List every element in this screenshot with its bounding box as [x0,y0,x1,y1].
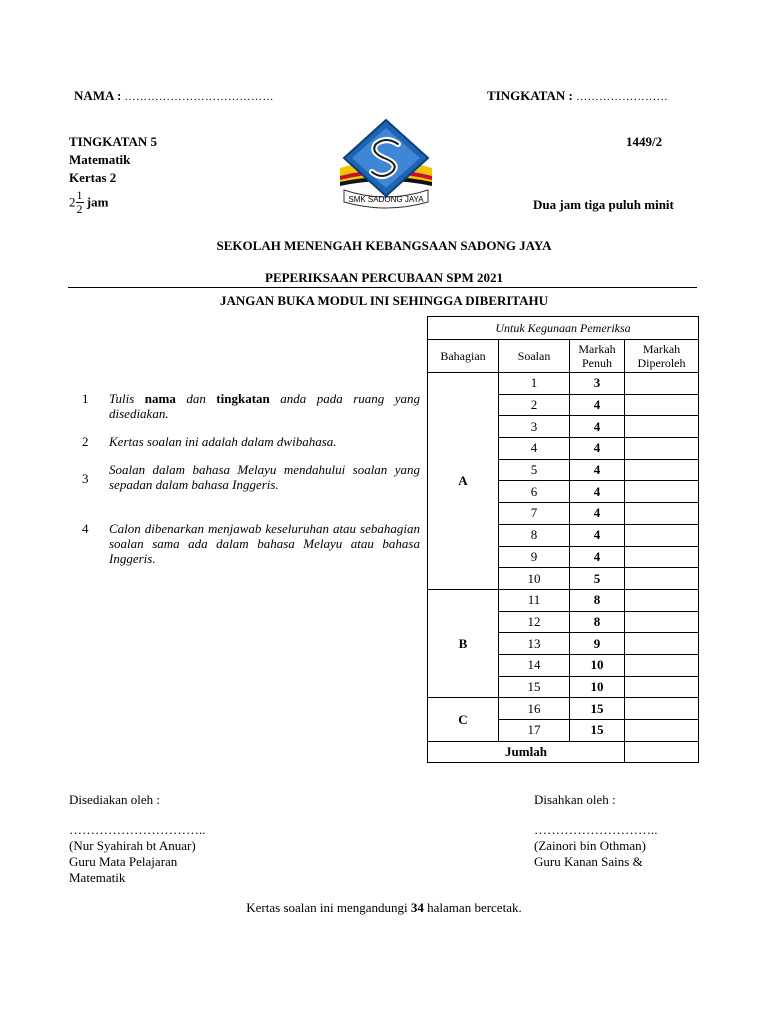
markah-penuh-cell: 15 [570,720,625,742]
markah-penuh-cell: 4 [570,524,625,546]
prepared-by-label: Disediakan oleh : [69,792,160,807]
markah-diperoleh-cell[interactable] [625,524,699,546]
instruction-2: 2 Kertas soalan ini adalah dalam dwibahasa. [82,434,337,449]
soalan-cell: 13 [499,633,570,655]
table-caption: Untuk Kegunaan Pemeriksa [428,317,699,340]
page-count-note: Kertas soalan ini mengandungi 34 halaman bercetak. [246,900,522,915]
instruction-number: 2 [82,434,89,449]
prepared-by-subject: Matematik [69,870,126,885]
markah-diperoleh-cell[interactable] [625,438,699,460]
markah-penuh-cell: 4 [570,503,625,525]
markah-diperoleh-cell[interactable] [625,698,699,720]
soalan-cell: 9 [499,546,570,568]
warning-title: JANGAN BUKA MODUL INI SEHINGGA DIBERITAHU [219,293,549,308]
instruction-3: 3 Soalan dalam bahasa Melayu mendahului soalan yang sepadan dalam bahasa Inggeris. [82,462,420,492]
instruction-number: 3 [82,471,89,486]
soalan-cell: 5 [499,459,570,481]
soalan-cell: 3 [499,416,570,438]
top-divider [68,287,697,288]
markah-penuh-cell: 10 [570,654,625,676]
markah-penuh-cell: 4 [570,394,625,416]
fraction-num: 1 [76,188,83,202]
fraction-den: 2 [76,202,83,216]
markah-penuh-cell: 15 [570,698,625,720]
markah-penuh-cell: 9 [570,633,625,655]
table-row [428,589,699,611]
markah-penuh-cell: 8 [570,611,625,633]
soalan-cell: 11 [499,589,570,611]
paper-code: 1449/2 [626,134,663,149]
tingkatan-field [487,88,668,104]
col-header-markah-diperoleh: Markah Diperoleh [625,340,699,373]
markah-diperoleh-cell[interactable] [625,459,699,481]
table-row [428,373,699,395]
name-dots: ………………………………… [124,91,275,103]
markah-diperoleh-cell[interactable] [625,503,699,525]
soalan-cell: 2 [499,394,570,416]
col-header-bahagian: Bahagian [428,340,499,373]
approved-by-dots: ……………………….. [534,822,658,837]
exam-title: PEPERIKSAAN PERCUBAAN SPM 2021 [265,270,503,285]
col-header-markah-penuh: Markah Penuh [570,340,625,373]
soalan-cell: 17 [499,720,570,742]
instruction-number: 1 [82,391,89,406]
subject: Matematik [69,152,131,167]
page-count: 34 [410,900,424,915]
prepared-by-dots: ………………………….. [69,822,206,837]
soalan-cell: 16 [499,698,570,720]
markah-diperoleh-cell[interactable] [625,373,699,395]
markah-diperoleh-cell[interactable] [625,611,699,633]
table-row [428,698,699,720]
prepared-by-role: Guru Mata Pelajaran [69,854,178,869]
form-level: TINGKATAN 5 [69,134,157,149]
school-logo [334,114,438,214]
fraction [76,189,84,216]
markah-penuh-cell: 8 [570,589,625,611]
soalan-cell: 15 [499,676,570,698]
soalan-cell: 12 [499,611,570,633]
total-row [428,741,699,763]
tingkatan-dots: …………………… [576,91,669,103]
instruction-4: 4 Calon dibenarkan menjawab keseluruhan atau sebahagian soalan sama ada dalam bahasa Melayu atau bahasa Inggeris. [82,521,420,566]
duration-unit: jam [86,194,109,210]
markah-diperoleh-cell[interactable] [625,394,699,416]
duration-fraction [69,189,108,216]
paper: Kertas 2 [69,170,117,185]
markah-diperoleh-cell[interactable] [625,676,699,698]
logo-text: SMK SADONG JAYA [348,195,424,204]
markah-diperoleh-cell[interactable] [625,546,699,568]
markah-penuh-cell: 4 [570,459,625,481]
total-cell[interactable] [625,741,699,763]
soalan-cell: 8 [499,524,570,546]
markah-penuh-cell: 3 [570,373,625,395]
markah-penuh-cell: 4 [570,438,625,460]
soalan-cell: 6 [499,481,570,503]
instruction-number: 4 [82,521,89,536]
duration-text: Dua jam tiga puluh minit [533,197,674,212]
markah-diperoleh-cell[interactable] [625,481,699,503]
markah-penuh-cell: 4 [570,416,625,438]
markah-penuh-cell: 4 [570,481,625,503]
tingkatan-label: TINGKATAN : [487,88,573,103]
examiner-marks-table [427,316,699,763]
name-label: NAMA : [74,88,122,103]
approved-by-name: (Zainori bin Othman) [534,838,646,853]
section-c: C [428,698,499,741]
markah-diperoleh-cell[interactable] [625,589,699,611]
soalan-cell: 14 [499,654,570,676]
markah-diperoleh-cell[interactable] [625,416,699,438]
prepared-by-name: (Nur Syahirah bt Anuar) [69,838,196,853]
soalan-cell: 7 [499,503,570,525]
soalan-cell: 10 [499,568,570,590]
school-title: SEKOLAH MENENGAH KEBANGSAAN SADONG JAYA [216,238,552,253]
markah-penuh-cell: 4 [570,546,625,568]
section-b: B [428,589,499,697]
markah-diperoleh-cell[interactable] [625,720,699,742]
approved-by-label: Disahkan oleh : [534,792,616,807]
total-label: Jumlah [428,741,625,763]
instruction-1: 1 Tulis nama dan tingkatan anda pada ruang yang disediakan. [82,391,420,421]
col-header-soalan: Soalan [499,340,570,373]
markah-diperoleh-cell[interactable] [625,633,699,655]
name-field [74,88,274,104]
markah-diperoleh-cell[interactable] [625,568,699,590]
section-a: A [428,373,499,590]
markah-penuh-cell: 5 [570,568,625,590]
soalan-cell: 4 [499,438,570,460]
markah-penuh-cell: 10 [570,676,625,698]
duration-whole: 2 [69,194,76,210]
soalan-cell: 1 [499,373,570,395]
markah-diperoleh-cell[interactable] [625,654,699,676]
approved-by-role: Guru Kanan Sains & [534,854,643,869]
